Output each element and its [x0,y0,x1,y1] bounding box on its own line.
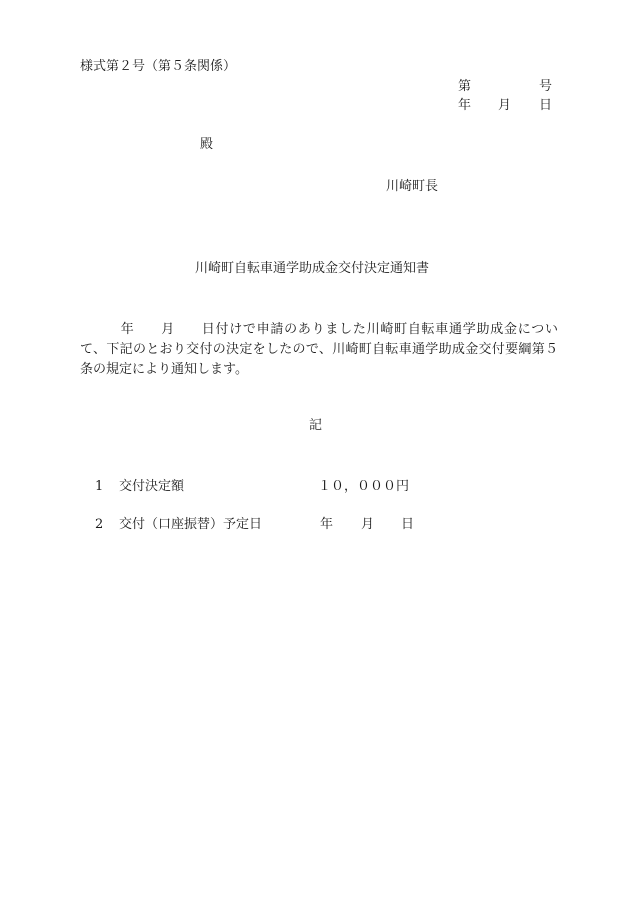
date-month: 月 [498,98,512,113]
number-prefix: 第 [458,79,472,94]
item-2-month: 月 [361,517,375,532]
addressee-suffix: 殿 [200,137,214,152]
item-1-value: １０，０００円 [318,479,410,494]
date-day: 日 [539,98,553,113]
body-month: 月 [160,322,175,337]
number-suffix: 号 [539,79,553,94]
form-label: 様式第２号（第５条関係） [80,59,237,74]
ki-heading: 記 [309,418,323,433]
document-title: 川崎町自転車通学助成金交付決定通知書 [195,261,430,276]
item-2-year: 年 [320,517,334,532]
issuer: 川崎町長 [386,179,439,194]
body-paragraph [80,320,558,380]
item-2-number: 2 [95,517,104,532]
item-2-day: 日 [401,517,415,532]
date-year: 年 [458,98,472,113]
body-text: 日付けで申請のありました川崎町自転車通学助成金について、下記のとおり交付の決定をしたので、川崎町自転車通学助成金交付要綱第５条の規定により通知します。 [80,322,558,377]
body-year: 年 [120,322,135,337]
item-1-label: 交付決定額 [119,479,185,494]
item-2-label: 交付（口座振替）予定日 [119,517,263,532]
item-1-number: 1 [95,479,104,494]
